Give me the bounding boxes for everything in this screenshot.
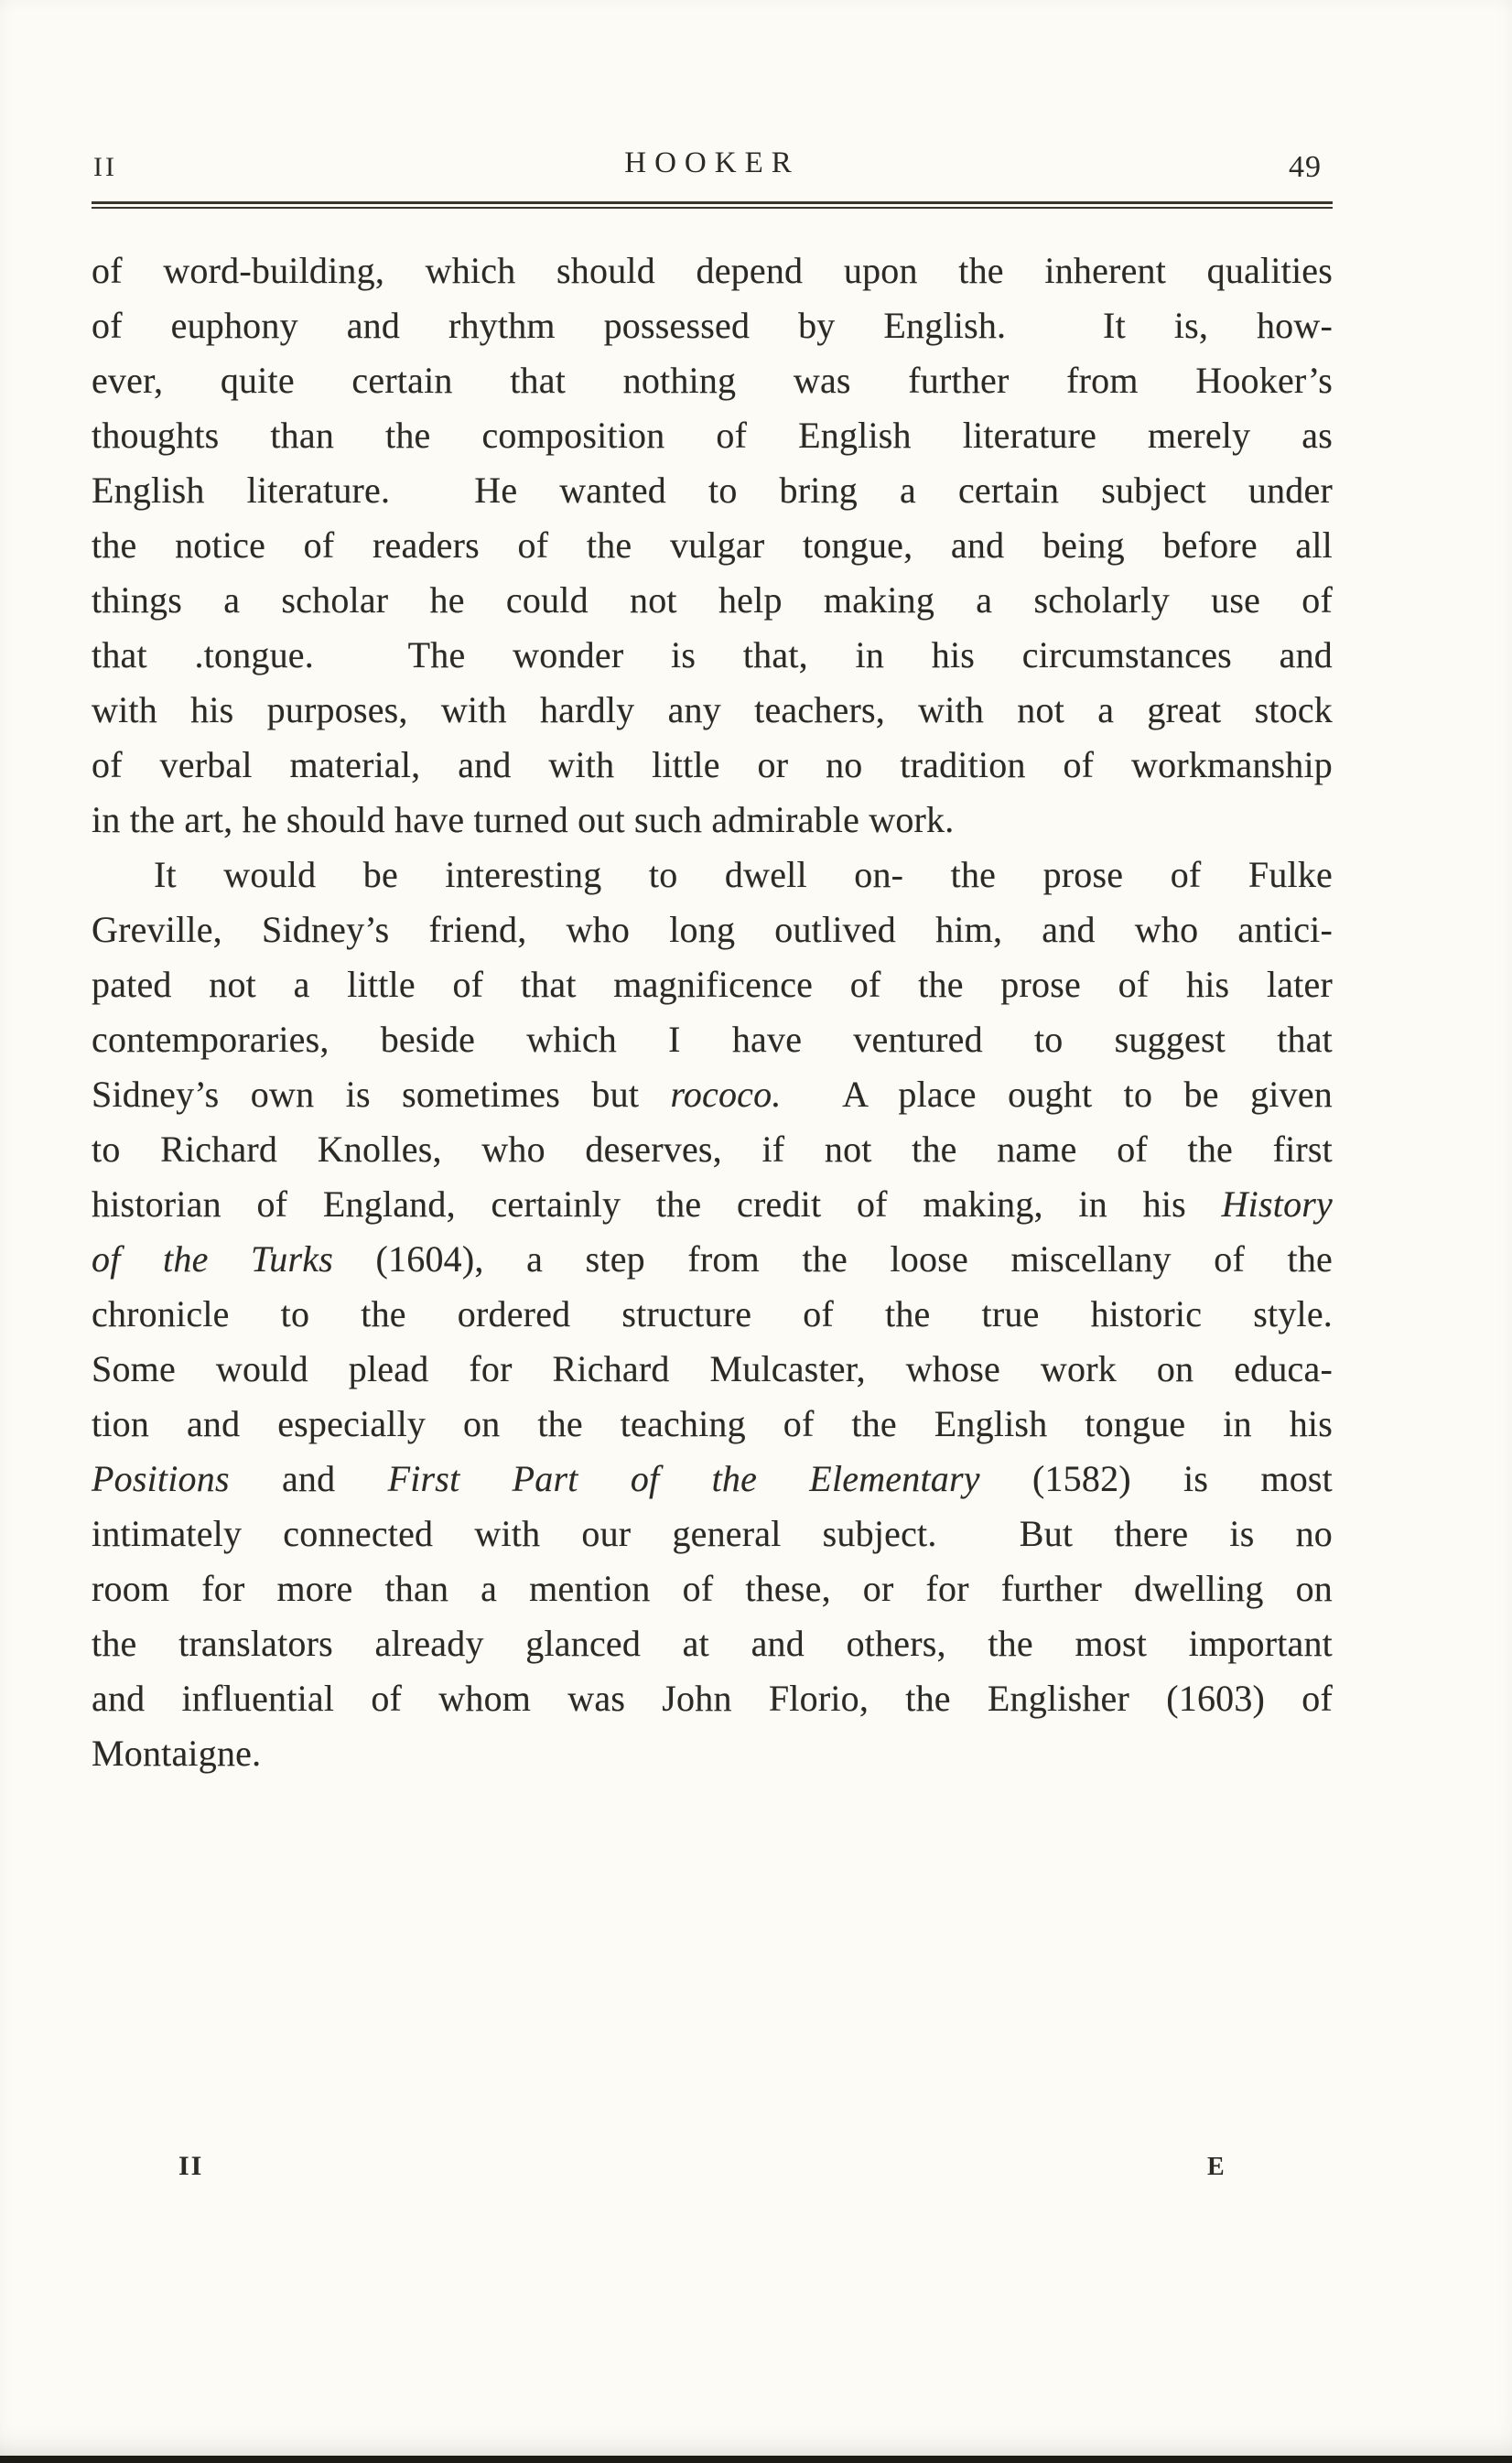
text-line [92,243,1333,298]
body-text-segment: of verbal material, and with little or no tradition of workmanship [92,744,1333,785]
text-line [92,298,1333,353]
text-line [92,1561,1333,1616]
body-text-segment: It would be interesting to dwell on- the prose of Fulke [154,854,1333,895]
body-text-segment: A place ought to be given [781,1074,1333,1115]
text-line [92,408,1333,463]
italic-text: rococo. [670,1074,782,1115]
text-line [92,683,1333,738]
italic-text: First Part of the Elementary [387,1458,980,1499]
scan-edge [0,2456,1512,2463]
header-rule [92,201,1333,209]
body-text-segment: contemporaries, beside which I have ventured to suggest that [92,1019,1333,1060]
body-text-segment: thoughts than the composition of English literature merely as [92,415,1333,456]
body-text-segment: intimately connected with our general subject. But there is no [92,1513,1333,1554]
body-text-segment: chronicle to the ordered structure of the true historic style. [92,1293,1333,1334]
text-line [92,353,1333,408]
text-line [92,738,1333,793]
text-line [92,902,1333,957]
text-line [92,463,1333,518]
text-line [92,1287,1333,1342]
body-text-segment: pated not a little of that magnificence of the prose of his later [92,964,1333,1005]
italic-text: of the Turks [92,1238,333,1280]
body-text-segment: and [229,1458,388,1499]
body-text-segment: and influential of whom was John Florio, the Englisher (1603) of [92,1678,1333,1719]
text-line [92,1397,1333,1452]
text-line [92,1067,1333,1122]
paragraph [92,243,1333,848]
gathering-signature: E [1207,2153,1225,2181]
text-line [92,1012,1333,1067]
book-page [92,139,1333,2391]
body-text-segment: room for more than a mention of these, or for further dwelling on [92,1568,1333,1609]
body-text-segment: Some would plead for Richard Mulcaster, whose work on educa- [92,1348,1333,1389]
text-line [92,793,1333,848]
body-text-segment: Montaigne. [92,1733,262,1774]
body-text-segment: of euphony and rhythm possessed by English. It is, how- [92,305,1333,346]
body-text-segment: tion and especially on the teaching of the English tongue in his [92,1403,1333,1444]
body-text-segment: that .tongue. The wonder is that, in his circumstances and [92,634,1333,675]
text-line [92,1232,1333,1287]
body-text-segment: historian of England, certainly the credit of making, in his [92,1183,1222,1225]
body-text-segment: (1604), a step from the loose miscellany of the [333,1238,1334,1280]
body-text-segment: English literature. He wanted to bring a certain subject under [92,470,1333,511]
text-line [92,1507,1333,1561]
text-line [92,1726,1333,1781]
text-line [92,848,1333,902]
body-text-segment: with his purposes, with hardly any teachers, with not a great stock [92,689,1333,730]
text-line [92,1452,1333,1507]
volume-signature: II [178,2151,204,2181]
text-line [92,1671,1333,1726]
text-line [92,518,1333,573]
body-text-segment: ever, quite certain that nothing was further from Hooker’s [92,360,1333,401]
text-line [92,1177,1333,1232]
text-line [92,1616,1333,1671]
body-text-segment: Sidney’s own is sometimes but [92,1074,671,1115]
body-text-segment: of word-building, which should depend upon the inherent qualities [92,250,1333,291]
chapter-number: II [93,152,117,182]
paragraph [92,848,1333,1781]
text-line [92,628,1333,683]
text-line [92,1122,1333,1177]
page-header [92,139,1333,192]
body-text-segment: to Richard Knolles, who deserves, if not the name of the first [92,1129,1333,1170]
body-text-segment: the translators already glanced at and others, the most important [92,1623,1333,1664]
page-body [92,243,1333,1781]
text-line [92,957,1333,1012]
text-line [92,573,1333,628]
italic-text: Positions [92,1458,230,1499]
body-text-segment: the notice of readers of the vulgar tongue, and being before all [92,524,1333,566]
text-line [92,1342,1333,1397]
body-text-segment: things a scholar he could not help making a scholarly use of [92,579,1333,621]
body-text-segment: in the art, he should have turned out such admirable work. [92,799,955,840]
body-text-segment: (1582) is most [979,1458,1333,1499]
page-footer [92,2151,1333,2197]
page-number: 49 [1289,150,1322,184]
running-title: HOOKER [624,146,800,179]
body-text-segment: Greville, Sidney’s friend, who long outlived him, and who antici- [92,909,1333,950]
italic-text: History [1221,1183,1333,1225]
